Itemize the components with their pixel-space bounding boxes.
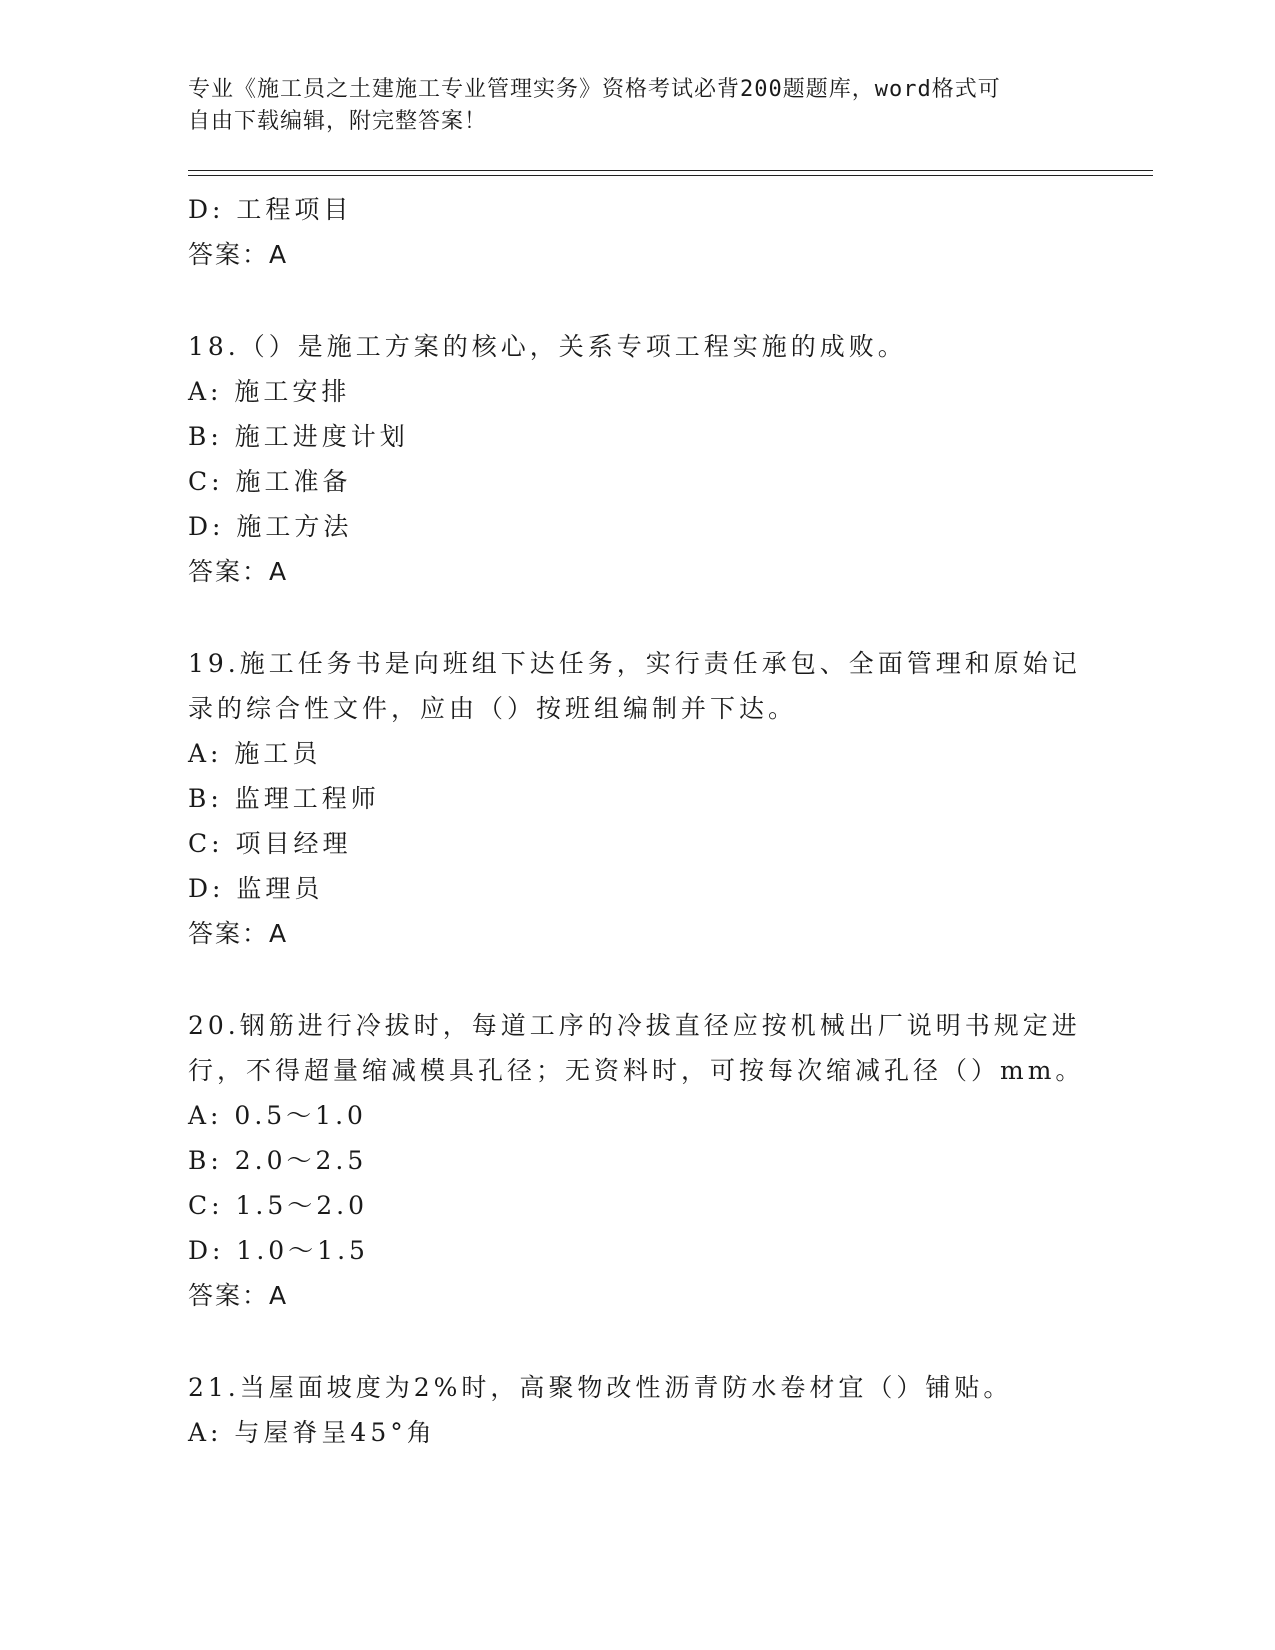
option-line: C: 施工准备: [188, 467, 352, 496]
question-20: [188, 1003, 1088, 1318]
question-21: [188, 1365, 1088, 1455]
header-line-1: 专业《施工员之土建施工专业管理实务》资格考试必背200题题库，word格式可: [188, 77, 1001, 102]
answer-line: 答案：A: [188, 919, 289, 948]
question-stem: 21.当屋面坡度为2%时，高聚物改性沥青防水卷材宜（）铺贴。: [188, 1373, 1013, 1402]
header-rule-bottom: [188, 175, 1153, 176]
question-stem: 18.（）是施工方案的核心，关系专项工程实施的成败。: [188, 332, 907, 361]
option-line: B: 施工进度计划: [188, 422, 409, 451]
question-stem: 20.钢筋进行冷拔时，每道工序的冷拔直径应按机械出厂说明书规定进: [188, 1011, 1081, 1040]
option-line: B: 2.0～2.5: [188, 1146, 368, 1175]
option-line: A: 施工员: [188, 739, 322, 768]
question-19: [188, 641, 1088, 956]
question-stem: 行，不得超量缩减模具孔径；无资料时，可按每次缩减孔径（）mm。: [188, 1056, 1085, 1085]
option-line: D: 1.0～1.5: [188, 1236, 369, 1265]
option-line: C: 项目经理: [188, 829, 352, 858]
option-line: D: 施工方法: [188, 512, 353, 541]
answer-line: 答案：A: [188, 240, 289, 269]
question-18: [188, 324, 1088, 594]
question-stem: 录的综合性文件，应由（）按班组编制并下达。: [188, 694, 798, 723]
header-rule-top: [188, 170, 1153, 171]
answer-line: 答案：A: [188, 1281, 289, 1310]
document-header: [188, 74, 1088, 138]
option-line: C: 1.5～2.0: [188, 1191, 369, 1220]
header-line-2: 自由下载编辑，附完整答案！: [188, 109, 488, 134]
option-line: A: 0.5～1.0: [188, 1101, 367, 1130]
answer-line: 答案：A: [188, 557, 289, 586]
option-line: D: 工程项目: [188, 195, 353, 224]
option-line: B: 监理工程师: [188, 784, 380, 813]
option-line: A: 与屋脊呈45°角: [188, 1418, 436, 1447]
option-line: D: 监理员: [188, 874, 324, 903]
option-line: A: 施工安排: [188, 377, 351, 406]
question-stem: 19.施工任务书是向班组下达任务，实行责任承包、全面管理和原始记: [188, 649, 1081, 678]
question-list: [188, 187, 1088, 1455]
